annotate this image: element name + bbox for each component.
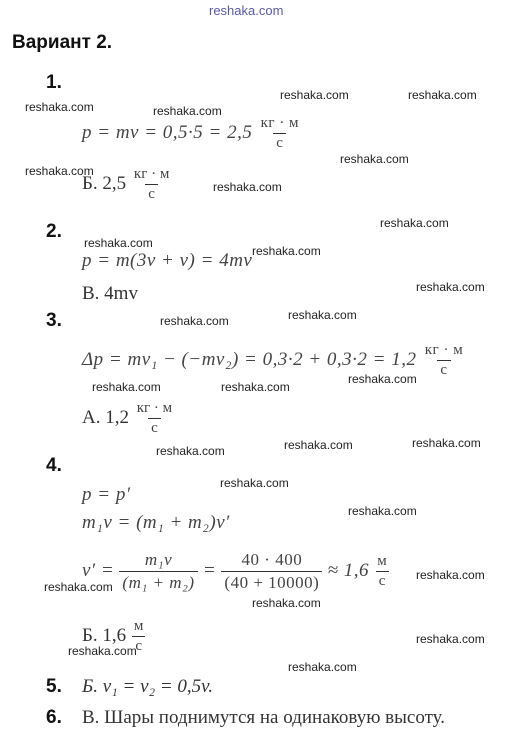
watermark: reshaka.com [220,476,289,490]
answer-6: В. Шары поднимутся на одинаковую высоту. [82,707,445,728]
unit-numerator: кг · м [133,166,170,182]
unit-fraction-4 [374,553,390,590]
equation-1 [82,115,302,152]
watermark: reshaka.com [44,580,113,594]
unit-fraction-3 [422,342,466,379]
watermark: reshaka.com [156,444,225,458]
answer-3 [82,400,175,437]
unit-fraction-1 [258,115,302,152]
page-title: Вариант 2. [12,32,113,53]
watermark: reshaka.com [284,438,353,452]
fraction-numerator: 40 · 400 [241,550,303,569]
watermark: reshaka.com [416,280,485,294]
unit-numerator: кг · м [136,400,173,416]
answer-1 [82,166,172,203]
watermark: reshaka.com [68,644,137,658]
watermark: reshaka.com [92,380,161,394]
answer-4-text: Б. 1,6 [82,624,127,646]
watermark: reshaka.com [153,104,222,118]
watermark: reshaka.com [416,632,485,646]
item-number-1: 1. [46,72,62,93]
item-number-2: 2. [46,221,62,242]
watermark: reshaka.com [408,88,477,102]
equation-4c-lhs: v′ = [82,559,115,581]
watermark: reshaka.com [380,216,449,230]
equation-4b: m₁v = (m₁ + m₂)v′ [82,512,230,533]
equation-1-text: p = mv = 0,5·5 = 2,5 [82,121,253,143]
unit-denominator: с [376,571,389,590]
unit-denominator: с [273,133,286,152]
unit-numerator: м [133,618,144,634]
watermark: reshaka.com [348,504,417,518]
equation-4c [82,550,390,593]
watermark: reshaka.com [252,596,321,610]
watermark-top: reshaka.com [209,3,284,18]
answer-2: В. 4mv [82,283,138,304]
unit-denominator: с [145,184,158,203]
fraction-denominator: (40 + 10000) [221,571,322,593]
fraction-4-symbolic [119,550,197,593]
item-number-3: 3. [46,310,62,331]
unit-denominator: с [437,360,450,379]
answer-3-text: А. 1,2 [82,406,129,428]
unit-denominator: с [148,418,161,437]
watermark: reshaka.com [25,164,94,178]
watermark: reshaka.com [221,380,290,394]
answer-5: Б. v₁ = v₂ = 0,5v. [82,676,213,697]
item-number-4: 4. [46,455,62,476]
unit-numerator: м [377,553,388,569]
watermark: reshaka.com [412,436,481,450]
fraction-denominator: (m₁ + m₂) [119,571,197,593]
item-number-6: 6. [46,707,62,728]
equation-4c-equals: = [202,559,217,581]
unit-denominator: с [132,636,145,655]
watermark: reshaka.com [288,308,357,322]
watermark: reshaka.com [25,100,94,114]
watermark: reshaka.com [288,660,357,674]
watermark: reshaka.com [340,152,409,166]
unit-numerator: кг · м [424,342,464,358]
item-number-5: 5. [46,676,62,697]
watermark: reshaka.com [252,244,321,258]
watermark: reshaka.com [160,314,229,328]
fraction-numerator: m₁v [144,550,173,569]
watermark: reshaka.com [416,568,485,582]
unit-numerator: кг · м [260,115,300,131]
watermark: reshaka.com [348,372,417,386]
equation-3-text: Δp = mv₁ − (−mv₂) = 0,3·2 + 0,3·2 = 1,2 [82,348,417,370]
answer-3-unit [134,400,175,437]
watermark: reshaka.com [213,180,282,194]
watermark: reshaka.com [280,88,349,102]
answer-1-text: Б. 2,5 [82,172,127,194]
fraction-4-numeric [221,550,322,593]
answer-1-unit [131,166,172,203]
equation-2: p = m(3v + v) = 4mv [82,250,253,271]
watermark: reshaka.com [84,236,153,250]
equation-4c-rhs: ≈ 1,6 [327,559,370,581]
equation-4a: p = p′ [82,484,131,505]
